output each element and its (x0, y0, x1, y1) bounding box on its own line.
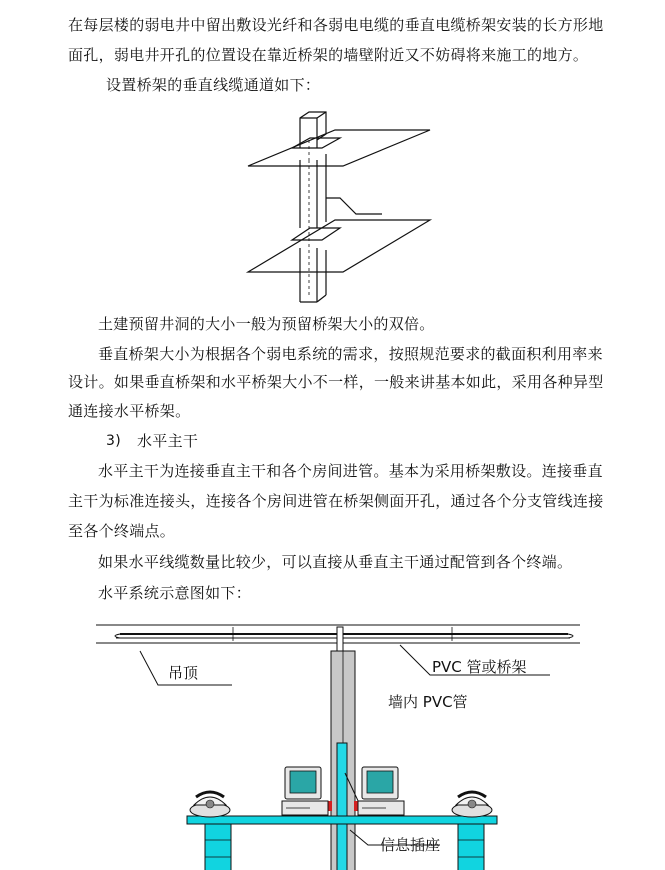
info-socket-label: 信息插座 (380, 836, 441, 854)
horizontal-system-diagram (0, 605, 665, 870)
paragraph-1-line-2: 面孔，弱电井开孔的位置设在靠近桥架的墙壁附近又不妨碍将来施工的地方。 (68, 46, 589, 64)
paragraph-4-line-2: 设计。如果垂直桥架和水平桥架大小不一样，一般来讲基本如此，采用各种异型 (68, 373, 604, 391)
paragraph-3: 土建预留井洞的大小一般为预留桥架大小的双倍。 (98, 315, 435, 333)
figure-2-caption: 水平系统示意图如下： (98, 584, 252, 602)
computer-icon-right (358, 767, 404, 815)
paragraph-4-line-1: 垂直桥架大小为根据各个弱电系统的需求，按照规范要求的截面积利用率来 (98, 345, 603, 363)
paragraph-1-line-1: 在每层楼的弱电井中留出敷设光纤和各弱电电缆的垂直电缆桥架安装的长方形地 (68, 16, 604, 34)
paragraph-5-line-1: 水平主干为连接垂直主干和各个房间进管。基本为采用桥架敷设。连接垂直 (98, 462, 603, 480)
section-heading-title: 水平主干 (137, 432, 199, 450)
paragraph-6: 如果水平线缆数量比较少，可以直接从垂直主干通过配管到各个终端。 (98, 553, 573, 571)
computer-icon-left (282, 767, 328, 815)
section-heading-number: 3) (106, 433, 121, 449)
wall-pvc-label: 墙内 PVC管 (388, 693, 468, 711)
paragraph-5-line-3: 至各个终端点。 (68, 522, 176, 540)
telephone-icon-left (190, 792, 230, 817)
vertical-cable-channel-diagram (0, 100, 665, 310)
figure-1-caption: 设置桥架的垂直线缆通道如下： (106, 76, 321, 94)
paragraph-4-line-3: 通连接水平桥架。 (68, 402, 191, 420)
telephone-icon-right (452, 792, 492, 817)
ceiling-label: 吊顶 (168, 664, 199, 682)
pvc-tray-label: PVC 管或桥架 (432, 658, 527, 676)
paragraph-5-line-2: 主干为标准连接头，连接各个房间进管在桥架侧面开孔，通过各个分支管线连接 (68, 492, 604, 510)
